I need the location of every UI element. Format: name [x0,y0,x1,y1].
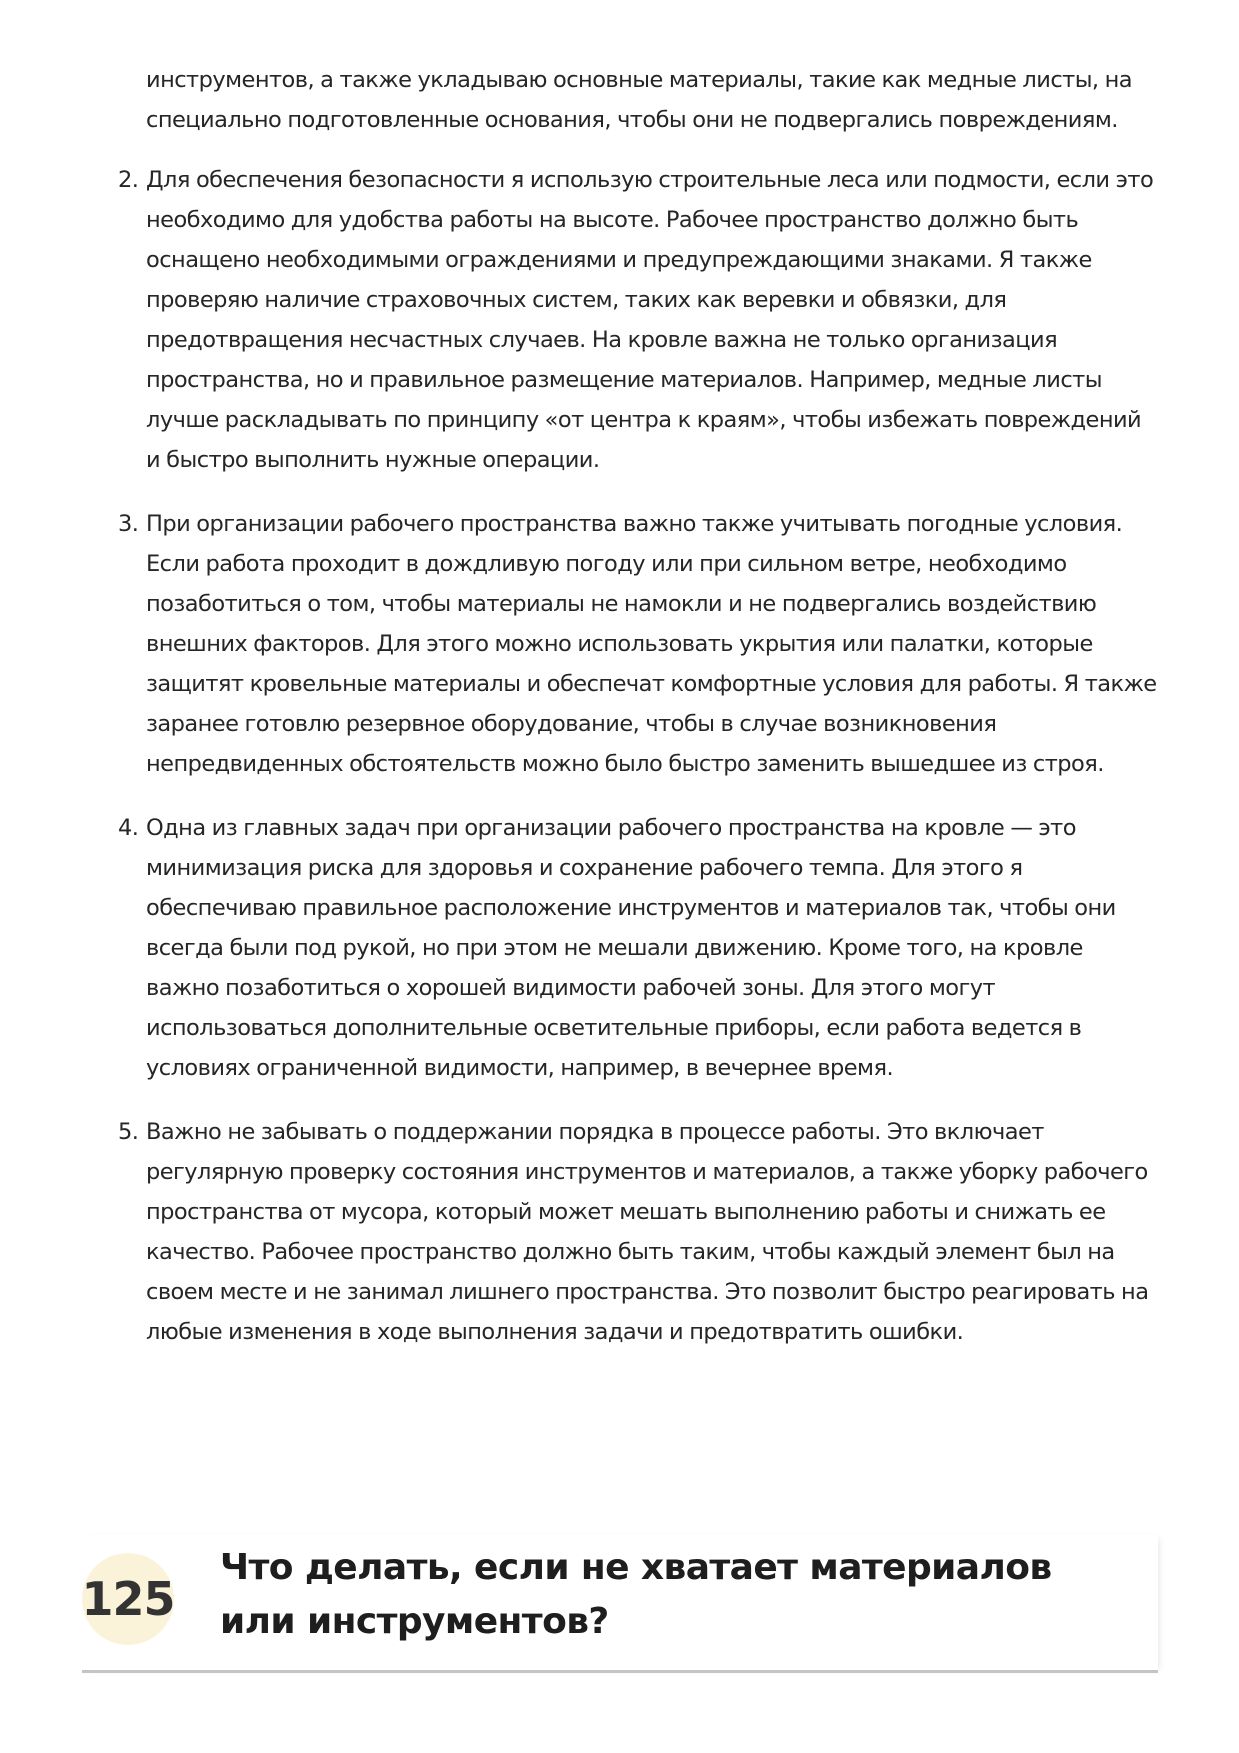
list-item-text: Одна из главных задач при организации рабочего пространства на кровле — это минимизация риска для здоровья и сохранение рабочего темпа. Для этого я обеспечиваю правильное расположение инструментов и материалов так, чтобы они всегда были под рукой, но при этом не мешали движению. Кроме того, на кровле важно позаботиться о хорошей видимости рабочей зоны. Для этого могут использоваться дополнительные осветительные приборы, если работа ведется в условиях ограниченной видимости, например, в вечернее время. [146,815,1116,1081]
list-item-3 [118,504,1158,784]
list-item-4 [118,808,1158,1088]
list-item-5 [118,1112,1158,1352]
list-item-number: 3. [118,511,139,537]
list-item-2 [118,160,1158,480]
list-item-text: Для обеспечения безопасности я использую строительные леса или подмости, если это необходимо для удобства работы на высоте. Рабочее пространство должно быть оснащено необходимыми ограждениями и предупреждающими знаками. Я также проверяю наличие страховочных систем, таких как веревки и обвязки, для предотвращения несчастных случаев. На кровле важна не только организация пространства, но и правильное размещение материалов. Например, медные листы лучше раскладывать по принципу «от центра к краям», чтобы избежать повреждений и быстро выполнить нужные операции. [146,167,1154,473]
section-header [82,1535,1158,1673]
list-item-number: 5. [118,1119,139,1145]
list-item-number: 4. [118,815,139,841]
continuation-paragraph: инструментов, а также укладываю основные материалы, такие как медные листы, на специально подготовленные основания, чтобы они не подвергались повреждениям. [146,67,1133,133]
list-item-text: Важно не забывать о поддержании порядка в процессе работы. Это включает регулярную проверку состояния инструментов и материалов, а также уборку рабочего пространства от мусора, который может мешать выполнению работы и снижать ее качество. Рабочее пространство должно быть таким, чтобы каждый элемент был на своем месте и не занимал лишнего пространства. Это позволит быстро реагировать на любые изменения в ходе выполнения задачи и предотвратить ошибки. [146,1119,1149,1345]
list-item-text: При организации рабочего пространства важно также учитывать погодные условия. Если работа проходит в дождливую погоду или при сильном ветре, необходимо позаботиться о том, чтобы материалы не намокли и не подвергались воздействию внешних факторов. Для этого можно использовать укрытия или палатки, которые защитят кровельные материалы и обеспечат комфортные условия для работы. Я также заранее готовлю резервное оборудование, чтобы в случае возникновения непредвиденных обстоятельств можно было быстро заменить вышедшее из строя. [146,511,1157,777]
list-item-number: 2. [118,167,139,193]
section-number-badge: 125 [82,1553,174,1645]
section-title: Что делать, если не хватает материалов или инструментов? [220,1547,1052,1642]
